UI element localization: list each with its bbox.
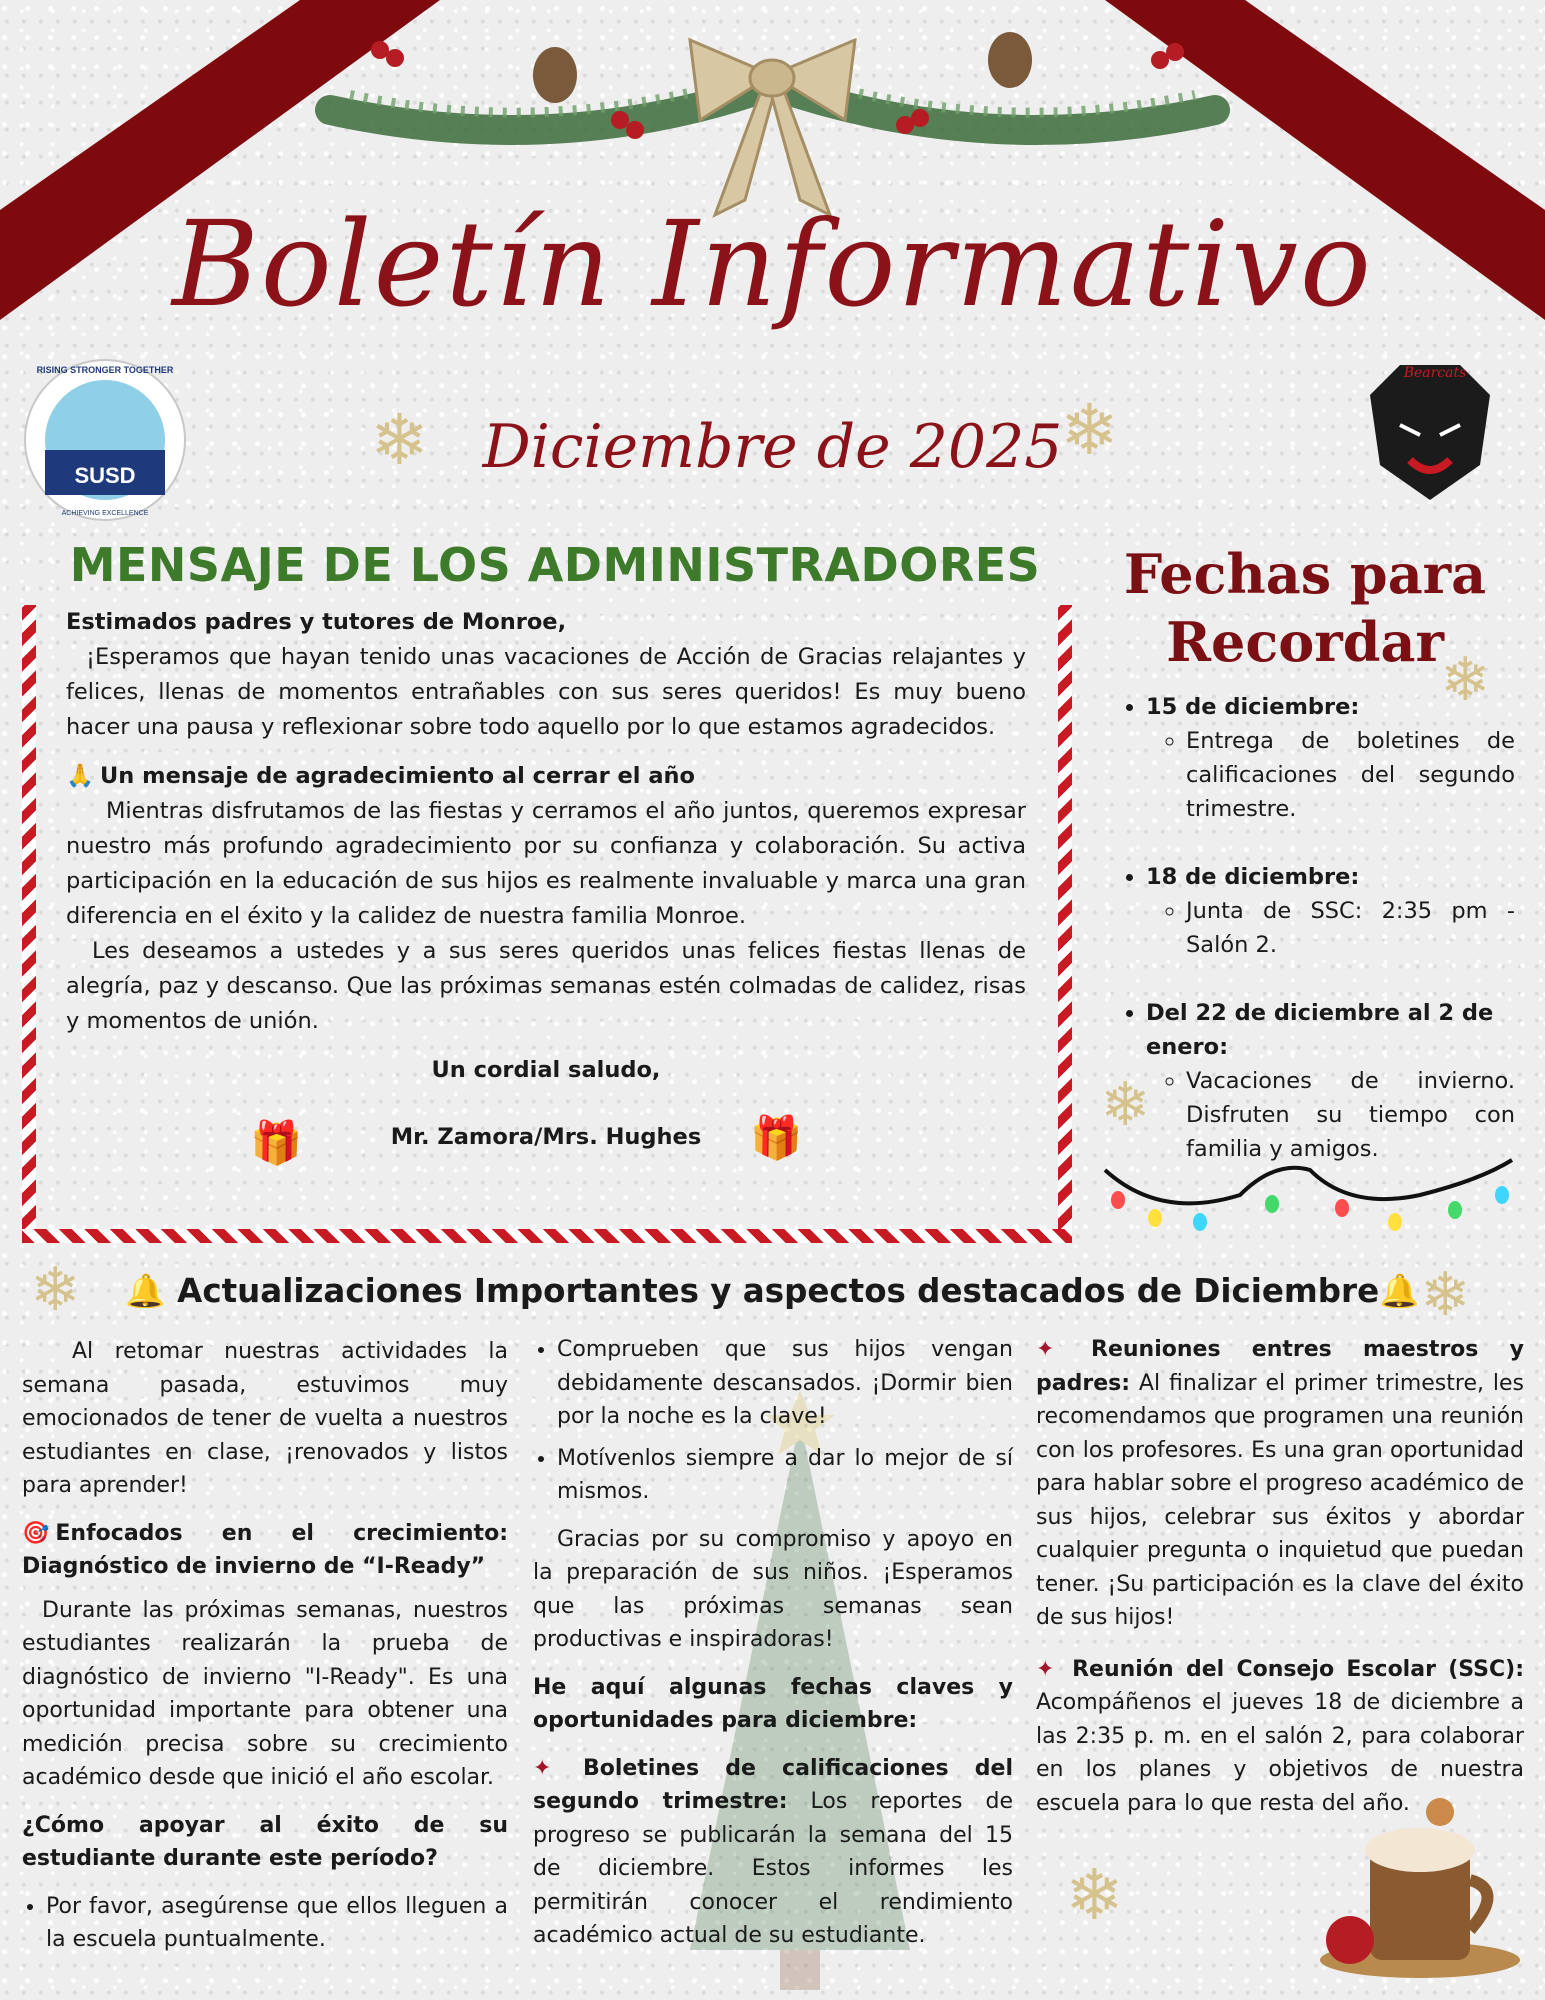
snowflake-icon: ❄ [1100,1070,1151,1140]
admin-greeting: Estimados padres y tutores de Monroe, [66,609,567,635]
snowflake-icon: ❄ [1420,1260,1471,1330]
admin-paragraph-1: ¡Esperamos que hayan tenido unas vacaciones de Acción de Gracias relajantes y felices, llenas de momentos entrañables con sus seres queridos! Es muy bueno hacer una pausa y reflexionar sobre todo aquello por lo que estamos agradecidos. [66,644,1026,740]
updates-column-3 [1036,1333,1524,1834]
praying-hands-icon: 🙏 [66,763,95,789]
thanks-text: Gracias por su compromiso y apoyo en la preparación de sus niños. ¡Esperamos que las próximas semanas sean productivas e inspiradoras! [533,1526,1013,1652]
target-icon: 🎯 [22,1520,50,1546]
meet-text: Al finalizar el primer trimestre, les recomendamos que programen una reunión con los profesores. Es una gran oportunidad para hablar sobre el progreso académico de sus hijos, celebrar sus éxitos y abordar cualquier pregunta o inquietud que puedan tener. ¡Su participación es la clave del éxito de sus hijos! [1036,1370,1524,1630]
susd-logo-ring-text: RISING STRONGER TOGETHER [36,365,174,375]
string-lights-decoration [1100,1150,1520,1240]
bell-icon: 🔔 [125,1272,166,1310]
support-bullet-1: • Por favor, asegúrense que ellos lleguen a la escuela puntualmente. [46,1890,508,1957]
newsletter-title: Boletín Informativo [172,195,1373,333]
list-item [1146,996,1515,1166]
updates-column-1 [22,1335,508,1971]
gift-icon: 🎁 [750,1113,803,1162]
admin-signature: Mr. Zamora/Mrs. Hughes [390,1124,702,1150]
ssc-text: Acompáñenos el jueves 18 de diciembre a las 2:35 p. m. en el salón 2, para colaborar en los planes y objetivos de nuestra escuela para lo que resta del año. [1036,1690,1524,1816]
sparkle-icon: ✦ [1036,1656,1055,1682]
ssc-heading: Reunión del Consejo Escolar (SSC): [1072,1656,1524,1682]
updates-intro: Al retomar nuestras actividades la semana pasada, estuvimos muy emocionados de tener de vuelta a nuestros estudiantes en clase, ¡renovados y listos para aprender! [22,1339,508,1498]
susd-logo-motto: ACHIEVING EXCELLENCE [61,510,149,517]
newsletter-date: Diciembre de 2025 [482,412,1063,482]
focus-heading: Enfocados en el crecimiento: Diagnóstico de invierno de “I-Ready” [22,1520,508,1579]
fecha-detail: ◦ Vacaciones de invierno. Disfruten su tiempo con familia y amigos. [1186,1064,1515,1166]
fecha-detail: ◦ Junta de SSC: 2:35 pm - Salón 2. [1186,894,1515,962]
fecha-date: 15 de diciembre: [1146,694,1360,720]
snowflake-icon: ❄ [1440,645,1491,715]
bell-icon: 🔔 [1379,1272,1420,1310]
sparkle-icon: ✦ [1036,1337,1055,1362]
list-item [1146,690,1515,826]
bearcats-logo-text: Bearcats [1403,365,1467,381]
support-heading: ¿Cómo apoyar al éxito de su estudiante durante este período? [22,1812,508,1871]
report-heading: Boletines de calificaciones del segundo trimestre: [533,1755,1013,1814]
fechas-list [1120,690,1515,1200]
admin-closing: Un cordial saludo, [431,1057,661,1083]
focus-text: Durante las próximas semanas, nuestros estudiantes realizarán la prueba de diagnóstico de invierno "I-Ready". Es una oportunidad importante para obtener una medición precisa sobre su crecimiento académico desde que inició el año escolar. [22,1597,508,1790]
susd-logo-name: SUSD [74,463,136,488]
updates-heading [0,1272,1545,1310]
sparkle-icon: ✦ [533,1755,552,1781]
snowflake-icon: ❄ [30,1255,81,1325]
gift-icon: 🎁 [250,1118,303,1167]
snowflake-icon: ❄ [370,399,429,481]
fechas-heading: Fechas para Recordar [1123,542,1487,674]
fecha-detail: ◦ Entrega de boletines de calificaciones del segundo trimestre. [1186,724,1515,826]
fecha-date: Del 22 de diciembre al 2 de enero: [1146,1000,1494,1060]
support-bullet-2: • Comprueben que sus hijos vengan debidamente descansados. ¡Dormir bien por la noche es la clave! [557,1333,1013,1434]
dates-heading: He aquí algunas fechas claves y oportunidades para diciembre: [533,1674,1013,1733]
updates-column-2 [533,1333,1013,1967]
garland-decoration [330,32,1215,215]
candy-cane-border-right [1058,605,1072,1243]
support-bullet-3: • Motívenlos siempre a dar lo mejor de sí mismos. [557,1442,1013,1509]
snowflake-icon: ❄ [1065,1854,1124,1936]
fecha-date: 18 de diciembre: [1146,864,1360,890]
report-text: Los reportes de progreso se publicarán la semana del 15 de diciembre. Estos informes les permitirán conocer el rendimiento académico actual de su estudiante. [533,1789,1014,1948]
meet-heading: Reuniones entres maestros y padres: [1036,1337,1524,1396]
admin-paragraph-2: Mientras disfrutamos de las fiestas y cerramos el año juntos, queremos expresar nuestro más profundo agradecimiento por su confianza y colaboración. Su activa participación en la educación de sus hijos es realmente invaluable y marca una gran diferencia en el éxito y la calidez de nuestra familia Monroe. [66,798,1026,929]
admin-message [66,605,1026,1155]
candy-cane-border-left [22,605,36,1243]
admin-paragraph-3: Les deseamos a ustedes y a sus seres queridos unas felices fiestas llenas de alegría, paz y descanso. Que las próximas semanas estén colmadas de calidez, risas y momentos de unión. [66,938,1026,1034]
cocoa-mug-decoration [1290,1790,1530,1980]
admin-heading: MENSAJE DE LOS ADMINISTRADORES [69,538,1041,592]
admin-subheading: Un mensaje de agradecimiento al cerrar el año [100,763,696,789]
updates-heading-text: Actualizaciones Importantes y aspectos destacados de Diciembre [177,1272,1380,1310]
snowflake-icon: ❄ [1060,389,1119,471]
list-item [1146,860,1515,962]
candy-cane-border-bottom [22,1229,1072,1243]
